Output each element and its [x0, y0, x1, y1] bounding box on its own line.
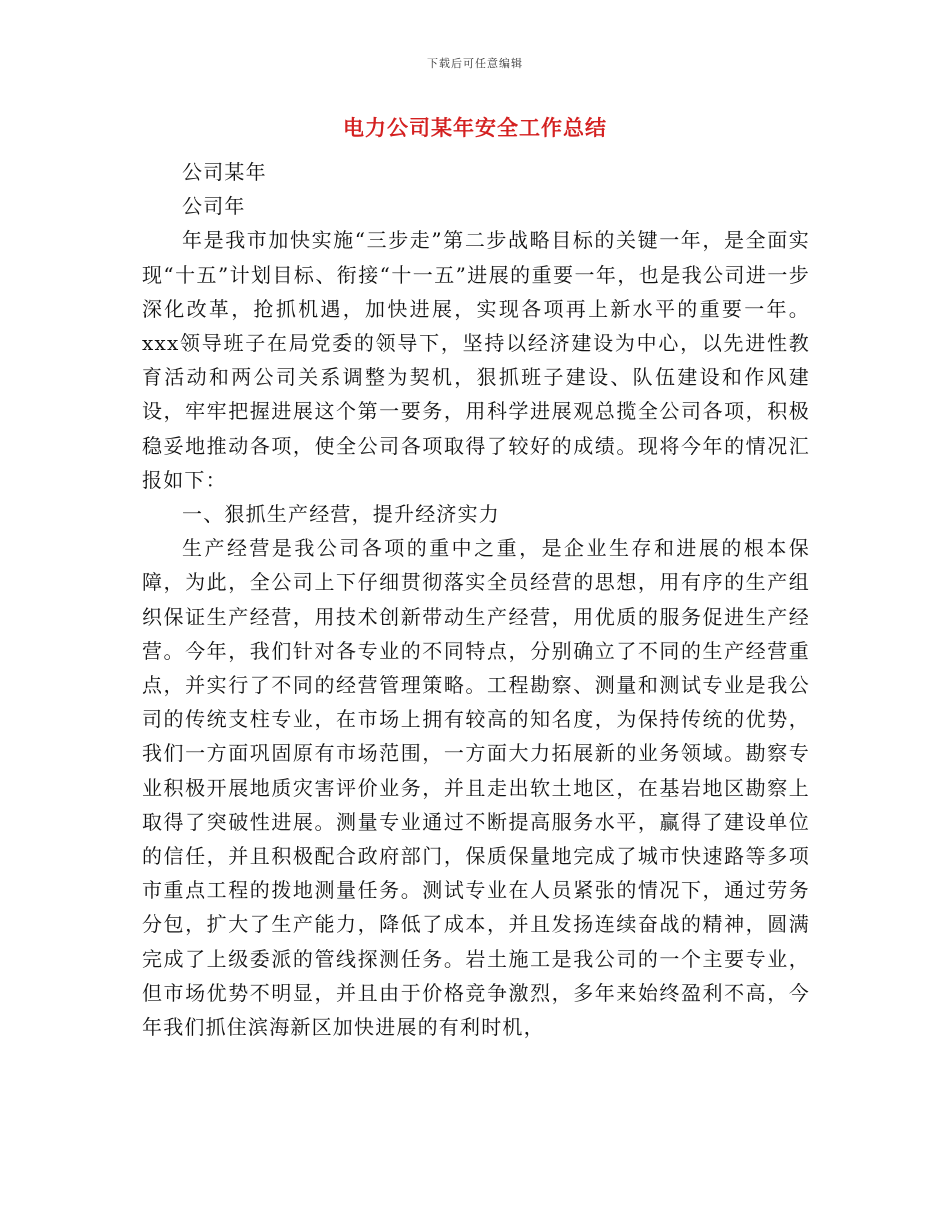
paragraph-production: 生产经营是我公司各项的重中之重，是企业生存和进展的根本保障，为此，全公司上下仔细贯彻落实全员经营的思想，用有序的生产组织保证生产经营，用技术创新带动生产经营，用优质的服务促进生产经营。今年，我们针对各专业的不同特点，分别确立了不同的生产经营重点，并实行了不同的经营管理策略。工程勘察、测量和测试专业是我公司的传统支柱专业，在市场上拥有较高的知名度，为保持传统的优势，我们一方面巩固原有市场范围，一方面大力拓展新的业务领域。勘察专业积极开展地质灾害评价业务，并且走出软土地区，在基岩地区勘察上取得了突破性进展。测量专业通过不断提高服务水平，赢得了建设单位的信任，并且积极配合政府部门，保质保量地完成了城市快速路等多项市重点工程的拨地测量任务。测试专业在人员紧张的情况下，通过劳务分包，扩大了生产能力，降低了成本，并且发扬连续奋战的精神，圆满完成了上级委派的管线探测任务。岩土施工是我公司的一个主要专业，但市场优势不明显，并且由于价格竞争激烈，多年来始终盈利不高，今年我们抓住滨海新区加快进展的有利时机， — [142, 536, 810, 1040]
document-body — [142, 155, 810, 1044]
section-heading-1: 一、狠抓生产经营，提升经济实力 — [182, 502, 500, 527]
paragraph-company-year-1: 公司某年 — [182, 160, 267, 184]
header-note: 下载后可任意编辑 — [427, 57, 523, 70]
paragraph-intro: 年是我市加快实施“三步走”第二步战略目标的关键一年，是全面实现“十五”计划目标、衔接“十一五”进展的重要一年，也是我公司进一步深化改革，抢抓机遇，加快进展，实现各项再上新水平的重要一年。xxx领导班子在局党委的领导下，坚持以经济建设为中心，以先进性教育活动和两公司关系调整为契机，狠抓班子建设、队伍建设和作风建设，牢牢把握进展这个第一要务，用科学进展观总揽全公司各项，积极稳妥地推动各项，使全公司各项取得了较好的成绩。现将今年的情况汇报如下： — [142, 228, 810, 492]
paragraph-company-year-2: 公司年 — [182, 194, 246, 219]
document-title: 电力公司某年安全工作总结 — [343, 116, 607, 140]
